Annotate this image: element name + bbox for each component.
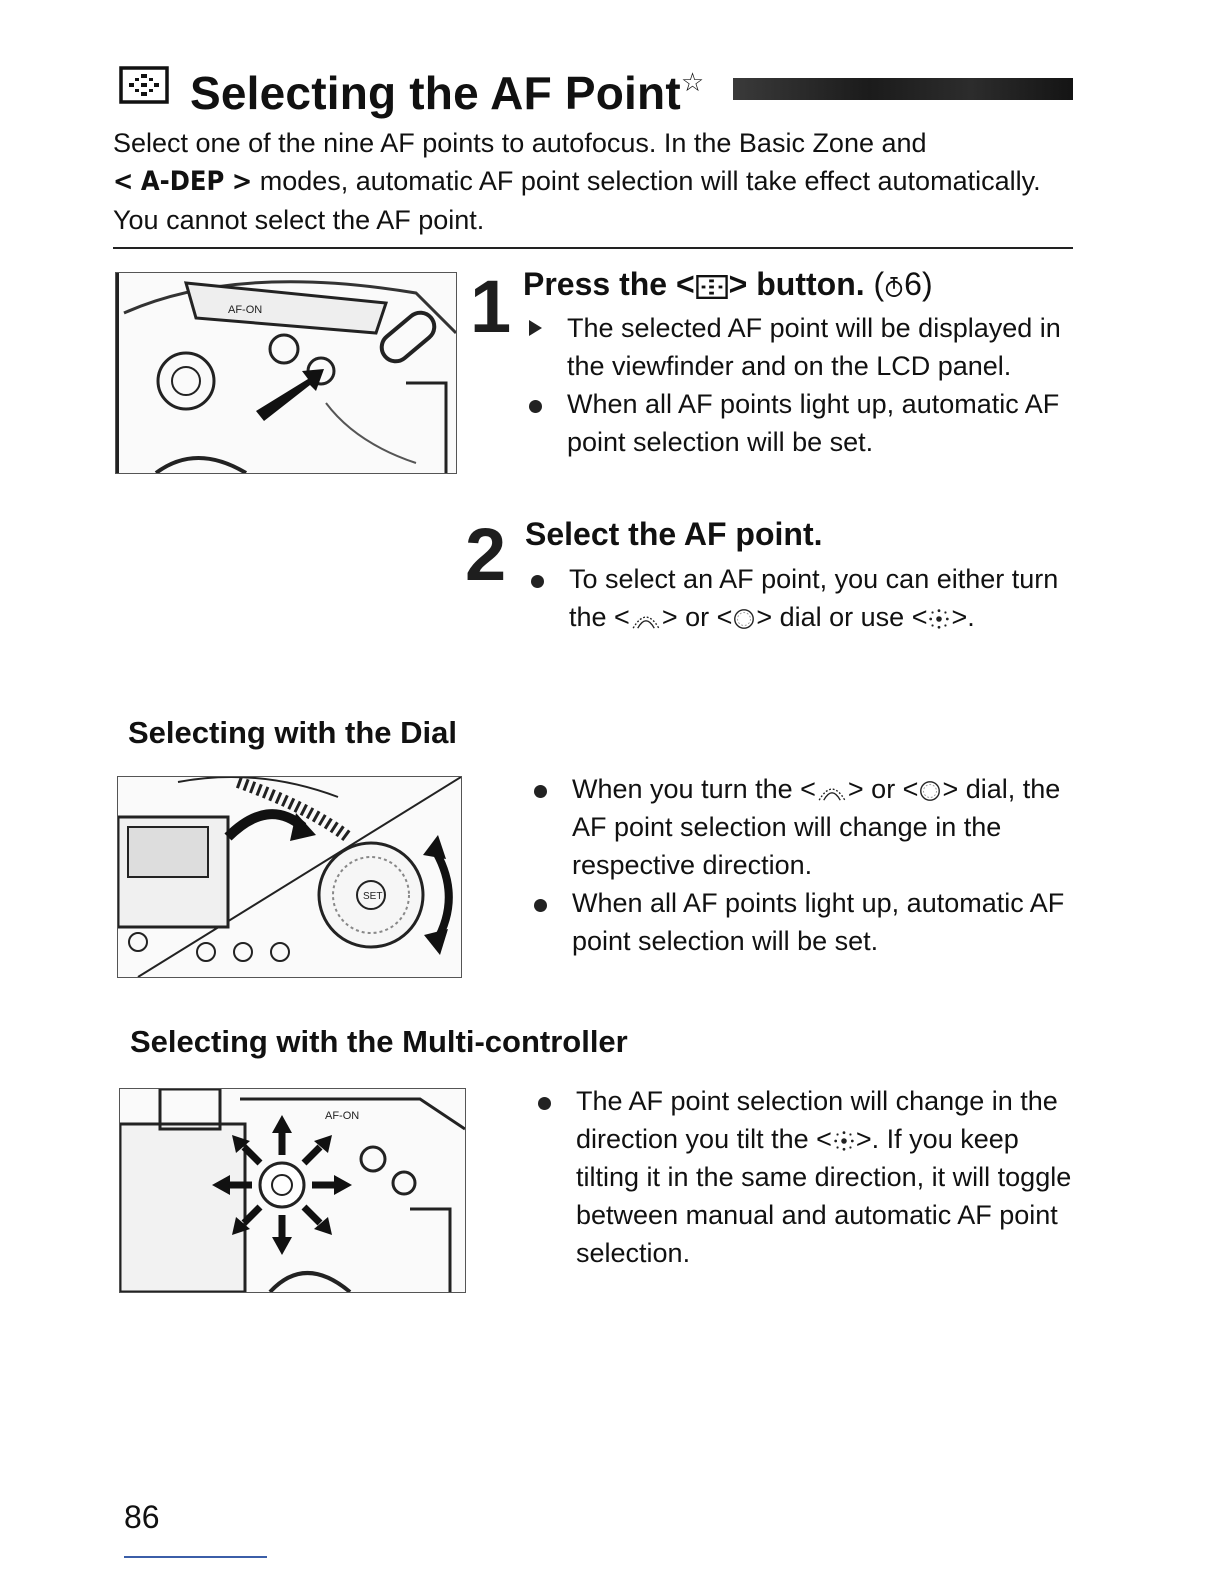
step-1-number: 1 [470,265,512,348]
page-number-underline [124,1556,267,1558]
af-point-select-icon [696,274,728,300]
multi-controller-icon [832,1129,856,1153]
dial-section-list [530,770,1080,960]
camera-dial-photo [117,776,462,978]
title-decor-bar [733,78,1073,100]
quick-control-dial-icon [918,779,942,803]
timer-icon [884,275,904,299]
dial-section-heading: Selecting with the Dial [128,715,457,750]
section-divider [113,247,1073,249]
step-2-heading: Select the AF point. [525,516,823,552]
quick-control-dial-icon [732,607,756,631]
list-item: The selected AF point will be displayed in the viewfinder and on the LCD panel. [525,309,1075,385]
result-arrow-icon [529,320,542,336]
bullet-icon [531,575,544,588]
bullet-icon [529,400,542,413]
multi-controller-list [534,1082,1079,1272]
af-point-select-icon [119,66,169,104]
main-dial-icon [816,780,848,802]
step-1-list [525,309,1075,461]
list-item: When all AF points light up, automatic AF point selection will be set. [525,385,1075,461]
a-dep-mode-label: A-DEP [140,166,225,197]
list-item: When you turn the < > or < > dial, the AF point selection will change in the respective direction. [530,770,1080,884]
list-item: To select an AF point, you can either turn the < > or < > dial or use < >. [527,560,1077,636]
list-item: The AF point selection will change in the direction you tilt the < >. If you keep tilting it in the same direction, it will toggle between manual and automatic AF point selection. [534,1082,1079,1272]
multi-controller-icon [927,607,951,631]
af-on-label: AF-ON [325,1110,360,1122]
star-mark: ☆ [680,67,705,97]
bullet-icon [538,1097,551,1110]
af-on-label: AF-ON [228,304,263,316]
set-button-label: SET [363,891,383,902]
step-1-heading: Press the < > button. ( 6) [523,266,933,302]
page-reference: ( 6) [873,266,933,302]
intro-paragraph: Select one of the nine AF points to autofocus. In the Basic Zone and < A-DEP > modes, automatic AF point selection will take effect automatically. You cannot select the AF point. [113,128,1041,235]
bullet-icon [534,899,547,912]
step-2-number: 2 [465,513,507,596]
step-2-list [527,560,1077,636]
multi-controller-section-heading: Selecting with the Multi-controller [130,1024,628,1059]
bullet-icon [534,785,547,798]
camera-af-button-photo [115,272,457,474]
main-dial-icon [630,608,662,630]
page-number: 86 [124,1499,160,1535]
page-title: Selecting the AF Point☆ [190,67,705,119]
list-item: When all AF points light up, automatic AF point selection will be set. [530,884,1080,960]
camera-multi-controller-photo [119,1088,466,1293]
